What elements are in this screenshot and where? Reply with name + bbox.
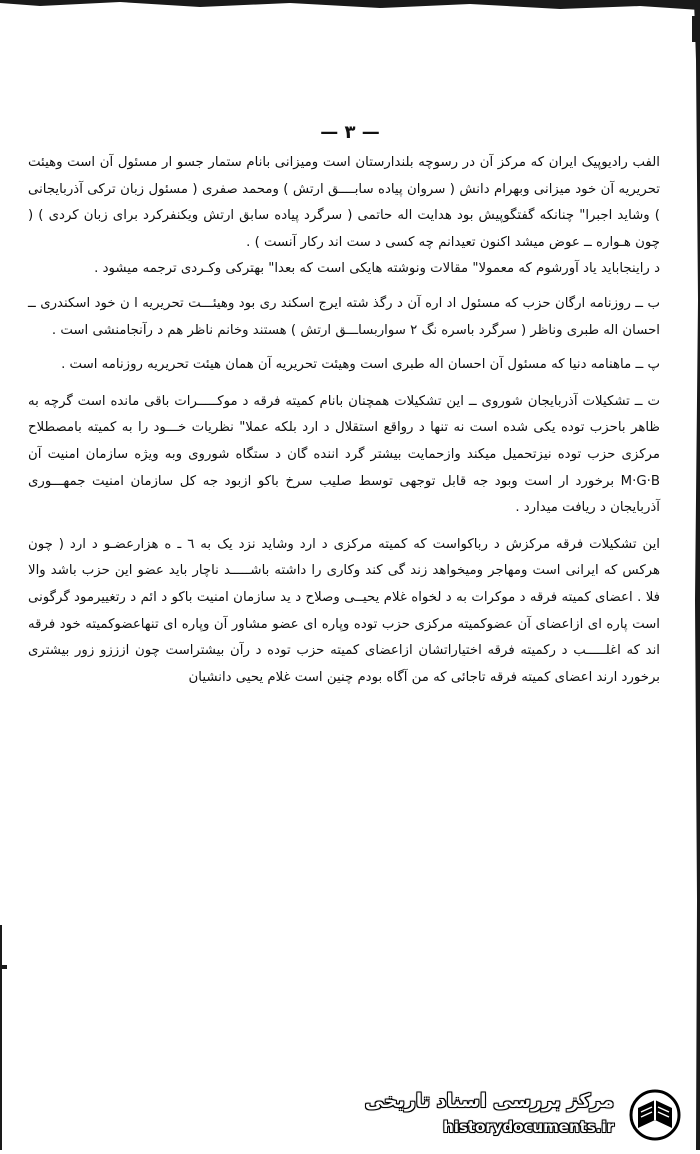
book-icon [626, 1088, 684, 1142]
paragraph-intro-radio: الفب رادیوپیک ایران که مرکز آن در رسوچه بلندارستان است ومیزانی بانام ستمار جسو ار مسئول آن است وهیئت تحریریه آن خود میزانی وبهرام دانش ( سروان پیاده سابــــق ارتش ) ومحمد صفری ( مسئول زبان ترکی آذربایجانی ) وشاید اجبرا" چنانکه گفتگوپیش بود هدایت اله حاتمی ( سرگرد پیاده سابق ارتش ویکنفرکرد برای زبان کردی ) ( چون هـواره ــ عوض میشد اکنون تعیدانم چه کسی د ست اند رکار آنست ) . [28, 155, 660, 250]
scan-edge-left [0, 925, 3, 1150]
paragraph-gap [28, 522, 660, 532]
paragraph-donya-monthly: پ ــ ماهنامه دنیا که مسئول آن احسان اله طبری است وهیئت تحریریه آن همان هیئت تحریریه روزنامه است . [61, 357, 660, 373]
scan-edge-left-mark [2, 965, 7, 969]
paragraph-gap [28, 283, 660, 291]
scan-edge-right [690, 0, 700, 1150]
paragraph-newspaper: ب ــ روزنامه ارگان حزب که مسئول اد اره آن د رگذ شته ایرج اسکند ری بود وهیئـــت تحریریه ا ن خود اسکندری ــ احسان اله طبری وناظر ( سرگرد باسره نگ ۲ سواربساـــق ارتش ) هستند وخانم ناظر هم د رآنجامنشی است . [28, 295, 660, 338]
scan-edge-top-shape [0, 0, 700, 26]
watermark-url: historydocuments.ir [443, 1118, 614, 1136]
paragraph-translation-note: د راینجاباید یاد آورشوم که معمولا" مقالات ونوشته هایکی است که بعدا" بهترکی وکـردی ترجمه میشود . [94, 261, 660, 277]
scan-edge-mark [692, 16, 700, 42]
watermark-title: مرکز بررسی اسناد تاریخی [364, 1090, 614, 1112]
paragraph-gap [28, 344, 660, 352]
paragraph-ferqeh-baku: این تشکیلات فرقه مرکزش د رباکواست که کمیته مرکزی د ارد وشاید نزد یک به ٦ ـ ه هزارعضـو د ارد ( چون هرکس که ایرانی است ومهاجر ومیخواهد زند گی کند وکاری را داشته باشـــــد ناچار باید عضو این حزب باشد والا فلا . اعضای کمیته فرقه د موکرات به د لخواه غلام یحیــی وصلاح د ید سازمان امنیت باکو د ائم د رتغییرمود گرگونی است پاره ای ازاعضای آن عضوکمیته مرکزی حزب توده وپاره ای عضو مشاور آن وپاره ای تنهاعضوکمیته خود فرقه اند که اغلـــــب د رکمیته فرقه اختیاراتشان ازاعضای کمیته حزب توده د رآن بیشتراست چون ازززو زور بیشتری برخورد ارند اعضای کمیته فرقه تاجائی که من آگاه بودم چنین است غلام یحیی دانشیان [28, 536, 660, 685]
document-body [28, 150, 660, 691]
scan-edge-left-shape [0, 925, 3, 1150]
scan-edge-right-shape [690, 0, 700, 1150]
scan-edge-top [0, 0, 700, 26]
paragraph-gap [28, 379, 660, 389]
watermark-logo [364, 1086, 692, 1146]
page-number: — ۳ — [320, 122, 380, 143]
paragraph-azerbaijan-organization: ت ــ تشکیلات آذربایجان شوروی ــ این تشکیلات همچنان بانام کمیته فرقه د موکـــــرات باقی مانده است گرچه به ظاهر باحزب توده یکی شده است نه تنها د رواقع استقلال د ارد بلکه عملا" نظریات خـــود را به کمیته بامصطلاح مرکزی حزب توده نیزتحمیل میکند وازحمایت بیشتر گرد اننده گان د ستگاه شوروی وبه ویژه سازمان امنیت آن M·G·B برخورد ار است وبود جه قابل توجهی توسط صلیب سرخ باکو ازبود جه کل سازمان امنیت جمهـــوری آذربایجان د ریافت میدارد . [28, 393, 660, 516]
